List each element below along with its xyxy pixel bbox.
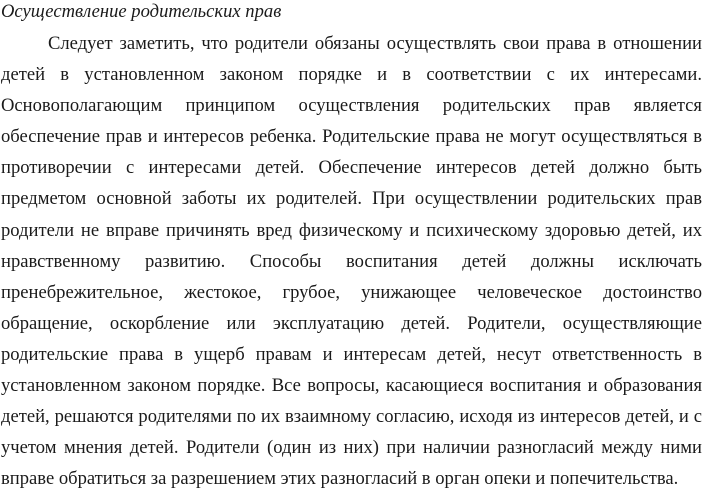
section-heading: Осуществление родительских прав — [1, 1, 282, 22]
document-page — [1, 0, 702, 494]
body-paragraph: Следует заметить, что родители обязаны осуществлять свои права в отношении детей в установленном законом порядке и в соответствии с их интересами. Основополагающим принципом осуществления родительских прав является обеспечение прав и интересов ребенка. Родительские права не могут осуществляться в противоречии с интересами детей. Обеспечение интересов детей должно быть предметом основной заботы их родителей. При осуществлении родительских прав родители не вправе причинять вред физическому и психическому здоровью детей, их нравственному развитию. Способы воспитания детей должны исключать пренебрежительное, жестокое, грубое, унижающее человеческое достоинство обращение, оскорбление или эксплуатацию детей. Родители, осуществляющие родительские права в ущерб правам и интересам детей, несут ответственность в установленном законом порядке. Все вопросы, касающиеся воспитания и образования детей, решаются родителями по их взаимному согласию, исходя из интересов детей, и с учетом мнения детей. Родители (один из них) при наличии разногласий между ними вправе обратиться за разрешением этих разногласий в орган опеки и попечительства. — [1, 33, 702, 490]
